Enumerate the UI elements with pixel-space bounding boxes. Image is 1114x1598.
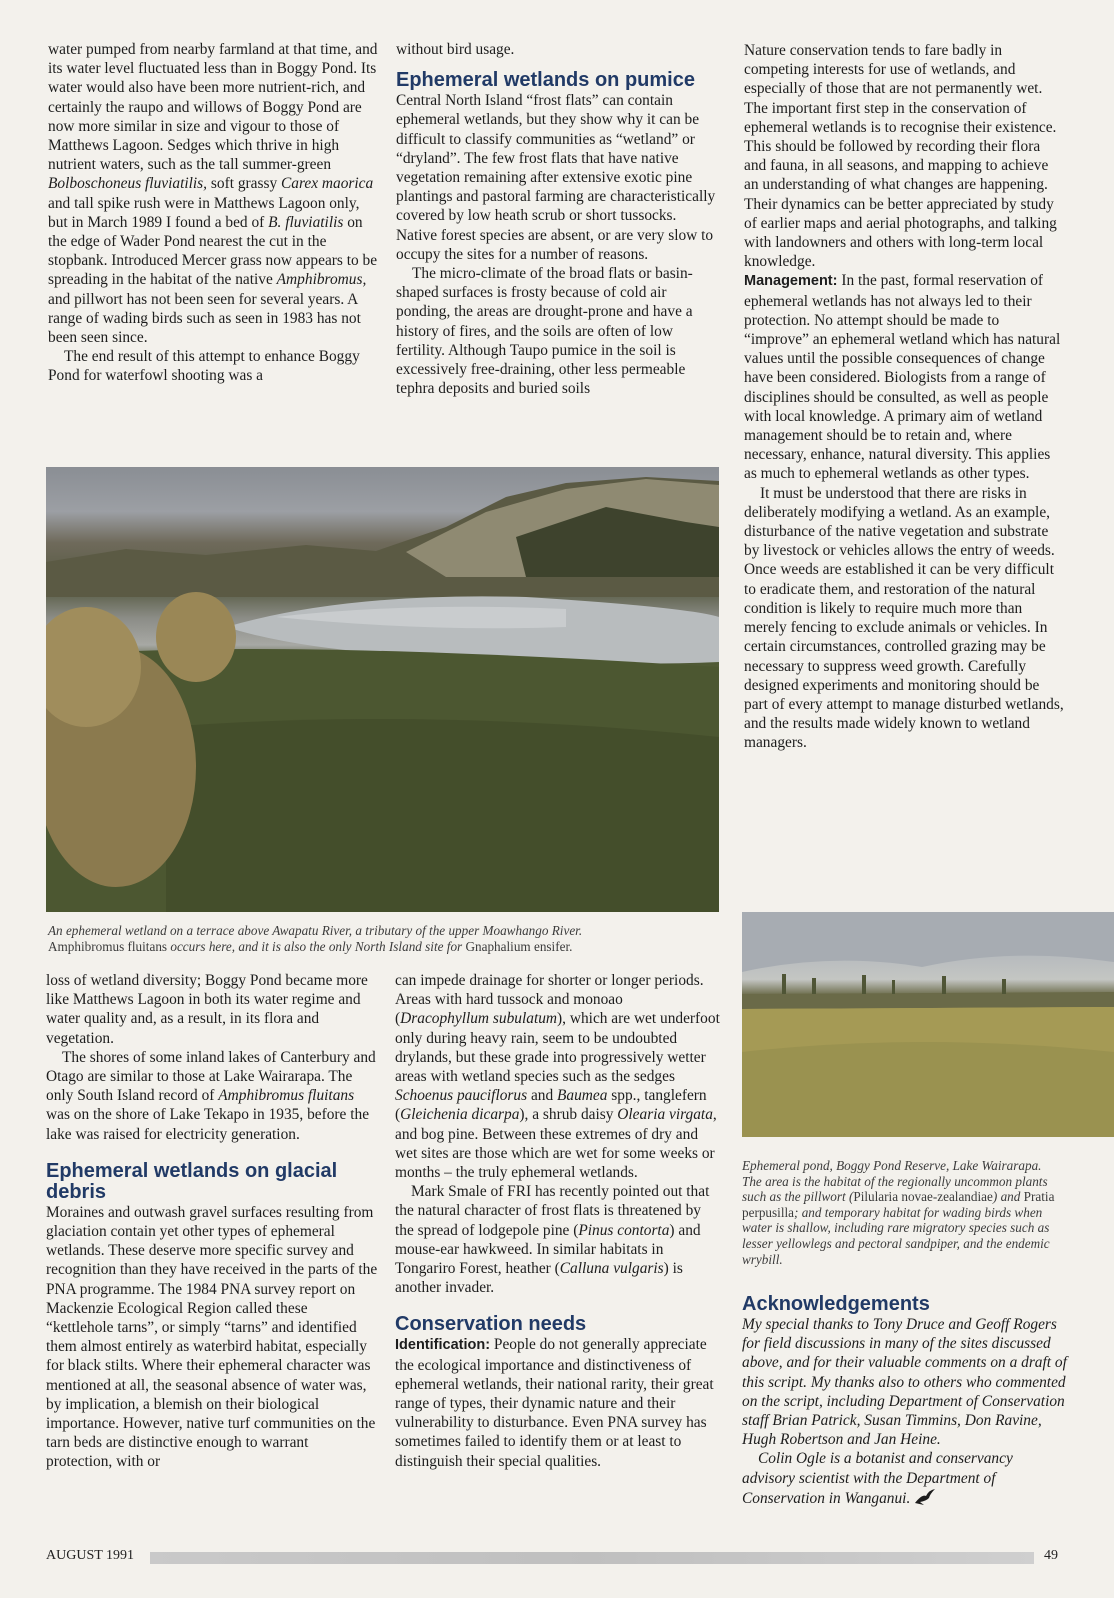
boggy-pond-photo	[742, 912, 1114, 1137]
paragraph: Nature conservation tends to fare badly in competing interests for use of wetlands, and especially of those that are not permanently wet. The important first step in the conservation of ephemeral wetlands is to recognise their existence. This should be followed by recording their flora and fauna, in all seasons, and mapping to achieve an understanding of what changes are happening. Their dynamics can be better appreciated by study of earlier maps and aerial photographs, and talking with landowners and others with long-term local knowledge.	[744, 42, 1057, 271]
column-3-top	[744, 41, 1066, 753]
wetland-photo-art	[46, 467, 719, 912]
paragraph: Mark Smale of FRI has recently pointed out that the natural character of frost flats is threatened by the spread of lodgepole pine (Pinus contorta) and mouse-ear hawkweed. In similar habitats in Tongariro Forest, heather (Calluna vulgaris) is another invader.	[395, 1183, 710, 1297]
paragraph: Moraines and outwash gravel surfaces resulting from glaciation contain yet other types of ephemeral wetlands. These deserve more specific survey and recognition than they have received in the parts of the PNA programme. The 1984 PNA survey report on Mackenzie Ecological Region called these “kettlehole tarns”, or simply “tarns” and identified them almost entirely as waterbird habitat, especially for black stilts. Where their ephemeral character was mentioned at all, the seasonal absence of water was, by implication, a blemish on their biological importance. However, native turf communities on the tarn beds are distinctive enough to warrant protection, with or	[46, 1203, 378, 1471]
column-2-bottom	[395, 971, 720, 1471]
footer-rule	[150, 1552, 1034, 1564]
column-1-top	[48, 40, 380, 386]
section-heading-pumice: Ephemeral wetlands on pumice	[396, 69, 695, 92]
paragraph: can impede drainage for shorter or longer periods. Areas with hard tussock and monoao (Dracophyllum subulatum), which are wet underfoot only during heavy rain, seem to be undoubted drylands, but these grade into progressively wetter areas with wetland species such as the sedges Schoenus pauciflorus and Baumea spp., tanglefern (Gleichenia dicarpa), a shrub daisy Olearia virgata, and bog pine. Between these extremes of dry and wet sites are those which are wet for some weeks or months – the truly ephemeral wetlands.	[395, 972, 720, 1182]
issue-date: AUGUST 1991	[46, 1548, 135, 1563]
section-heading-acknowledgements: Acknowledgements	[742, 1293, 930, 1315]
photo-caption-1: An ephemeral wetland on a terrace above Awapatu River, a tributary of the upper Moawhango River. Amphibromus fluitans occurs here, and it is also the only North Island site for Gnaphalium ensifer.	[48, 923, 583, 954]
paragraph: without bird usage.	[396, 41, 515, 58]
author-bio: Colin Ogle is a botanist and conservancy advisory scientist with the Department of Conservation in Wanganui.	[742, 1450, 1013, 1507]
column-1-bottom	[46, 971, 378, 1472]
identification-lead: Identification:	[395, 1337, 491, 1354]
page-number: 49	[1044, 1548, 1058, 1563]
wetland-photo	[46, 467, 719, 912]
photo-caption-2: Ephemeral pond, Boggy Pond Reserve, Lake Wairarapa. The area is the habitat of the regionally uncommon plants such as the pillwort (Pilularia novae-zealandiae) and Pratia perpusilla; and temporary habitat for wading birds when water is shallow, including rare migratory species such as lesser yellowlegs and pectoral sandpiper, and the endemic wrybill.	[742, 1158, 1055, 1267]
section-heading-conservation: Conservation needs	[395, 1313, 587, 1336]
section-heading-glacial: Ephemeral wetlands on glacial debris	[46, 1159, 338, 1203]
paragraph: The micro-climate of the broad flats or basin-shaped surfaces is frosty because of cold air ponding, the areas are drought-prone and have a history of fires, and the soils are often of low fertility. Although Taupo pumice in the soil is excessively free-draining, other less permeable tephra deposits and buried soils	[396, 265, 693, 398]
paragraph: It must be understood that there are risks in deliberately modifying a wetland. As an example, disturbance of the native vegetation and substrate by livestock or vehicles allows the entry of weeds. Once weeds are established it can be very difficult to eradicate them, and restoration of the natural condition is likely to require much more than merely fencing to exclude animals or vehicles. In certain circumstances, controlled grazing may be necessary to suppress weed growth. Carefully designed experiments and monitoring should be part of every attempt to manage disturbed wetlands, and the results made widely known to wetland managers.	[744, 484, 1064, 752]
bird-icon	[914, 1488, 936, 1506]
paragraph: Central North Island “frost flats” can contain ephemeral wetlands, but they show why it can be difficult to classify communities as “wetland” or “dryland”. The few frost flats that have native vegetation remaining after extensive exotic pine plantings and pastoral farming are characteristically covered by low heath scrub or short tussocks. Native forest species are absent, or are very slow to occupy the sites for a number of reasons.	[396, 92, 716, 263]
boggy-pond-photo-art	[742, 912, 1114, 1137]
paragraph: water pumped from nearby farmland at that time, and its water level fluctuated less than in Boggy Pond. Its water would also have been more nutrient-rich, and certainly the raupo and willows of Boggy Pond are now more similar in size and vigour to those of Matthews Lagoon. Sedges which thrive in high nutrient waters, such as the tall summer-green Bolboschoneus fluviatilis, soft grassy Carex maorica and tall spike rush were in Matthews Lagoon only, but in March 1989 I found a bed of B. fluviatilis on the edge of Wader Pond nearest the cut in the stopbank. Introduced Mercer grass now appears to be spreading in the habitat of the native Amphibromus, and pillwort has not been seen for several years. A range of wading birds such as seen in 1983 has not been seen since.	[48, 41, 378, 347]
management-lead: Management:	[744, 273, 838, 290]
paragraph: The shores of some inland lakes of Canterbury and Otago are similar to those at Lake Wairarapa. The only South Island record of Amphibromus fluitans was on the shore of Lake Tekapo in 1935, before the lake was raised for electricity generation.	[46, 1048, 376, 1143]
column-2-top	[396, 40, 716, 398]
acknowledgement-text: My special thanks to Tony Druce and Geoff Rogers for field discussions in many of the sites discussed above, and for their valuable comments on a draft of this script. My thanks also to others who commented on the script, including Department of Conservation staff Brian Patrick, Susan Timmins, Don Ravine, Hugh Robertson and Jan Heine.	[742, 1316, 1067, 1449]
paragraph: loss of wetland diversity; Boggy Pond became more like Matthews Lagoon in both its water regime and water quality and, as a result, in its flora and vegetation.	[46, 972, 368, 1047]
paragraph: Management: In the past, formal reservation of ephemeral wetlands has not always led to their protection. No attempt should be made to “improve” an ephemeral wetland which has natural values until the possible consequences of change have been considered. Biologists from a range of disciplines should be consulted, as well as people with local knowledge. A primary aim of wetland management should be to retain and, where necessary, enhance, natural diversity. This applies as much to ephemeral wetlands as other types.	[744, 272, 1061, 483]
paragraph: The end result of this attempt to enhance Boggy Pond for waterfowl shooting was a	[48, 348, 360, 385]
acknowledgements	[742, 1294, 1067, 1508]
paragraph: Identification: People do not generally appreciate the ecological importance and distinctiveness of ephemeral wetlands, their national rarity, their great range of types, their dynamic nature and their vulnerability to disturbance. Even PNA survey has sometimes failed to identify them or at least to distinguish their special qualities.	[395, 1336, 714, 1470]
